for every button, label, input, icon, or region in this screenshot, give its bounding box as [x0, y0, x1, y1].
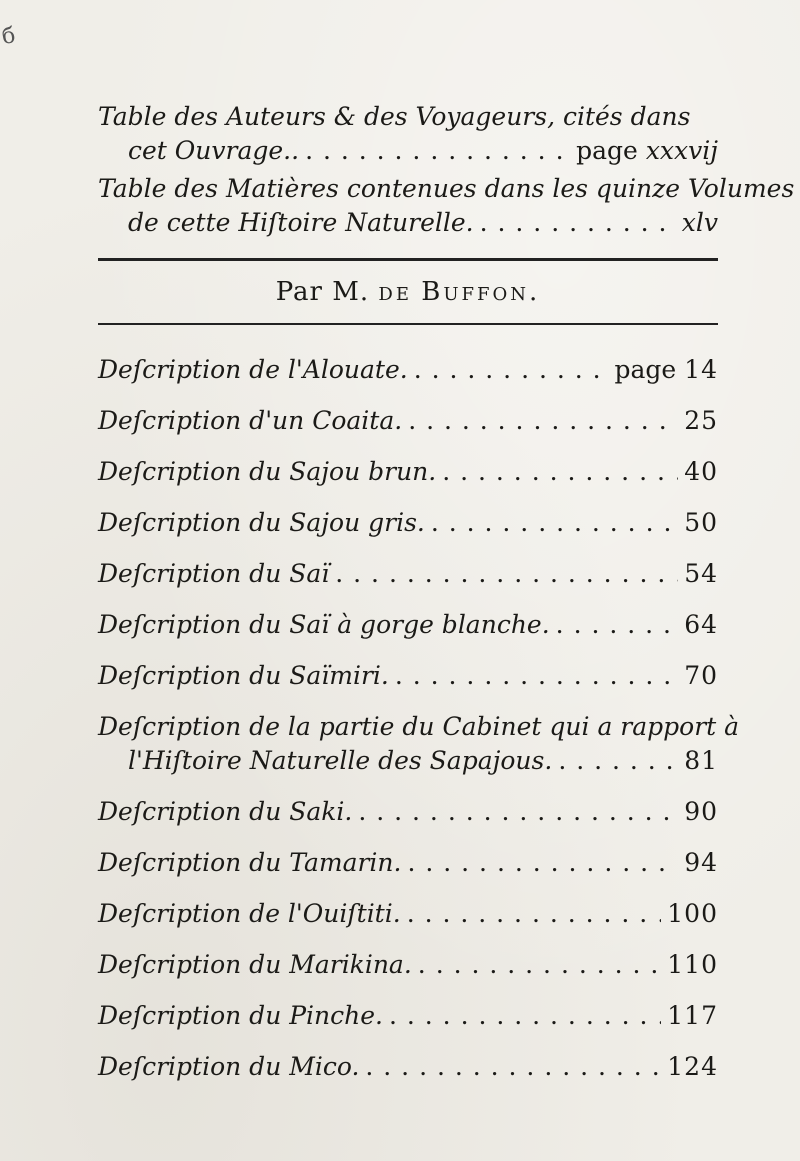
leader-dots [365, 1050, 661, 1084]
divider-rule [98, 258, 718, 261]
author-prefix: Par M. [275, 277, 370, 307]
toc-entry-cabinet-line1 [98, 710, 740, 744]
toc-entry-title: Deſcription du Saïmiri. [98, 661, 389, 690]
leader-dots [408, 404, 678, 438]
leader-dots [305, 134, 570, 168]
toc-entry [98, 404, 718, 438]
toc-entry-title: Deſcription du Pinche. [98, 1001, 383, 1030]
page-number: 40 [684, 457, 718, 486]
toc-entry [98, 353, 718, 387]
leader-dots [414, 353, 609, 387]
page-number: 81 [684, 746, 718, 775]
toc-entry-title: Deſcription du Sajou gris. [98, 508, 425, 537]
corner-pencil-mark: б [0, 23, 17, 50]
page-number: 110 [667, 950, 718, 979]
toc-entry [98, 608, 718, 642]
leader-dots [442, 455, 678, 489]
page-number: 100 [667, 899, 718, 928]
toc-entry-title: Deſcription du Sajou brun. [98, 457, 437, 486]
toc-entry [98, 557, 718, 591]
toc-entry [98, 999, 718, 1033]
leader-dots [389, 999, 661, 1033]
author-name: Buffon. [421, 277, 541, 307]
page-number: xlv [681, 208, 718, 237]
toc-entry-title: Deſcription du Marikina. [98, 950, 412, 979]
leader-dots [407, 846, 678, 880]
leader-dots [418, 948, 661, 982]
page-number: 90 [684, 797, 718, 826]
table-of-contents [98, 100, 795, 1101]
toc-entry [98, 795, 718, 829]
leader-dots [407, 897, 662, 931]
page-number: 14 [684, 355, 718, 384]
toc-entry-title: Deſcription du Saki. [98, 797, 353, 826]
toc-entry-title: Deſcription du Saï à gorge blanche. [98, 610, 550, 639]
page-number: 70 [684, 661, 718, 690]
page-number: 124 [667, 1052, 718, 1081]
toc-entry-title: Table des Auteurs & des Voyageurs, cités dans [98, 102, 691, 131]
leader-dots [335, 557, 678, 591]
toc-entry-title: Deſcription de la partie du Cabinet qui a rapport à [98, 712, 740, 741]
leader-dots [431, 506, 678, 540]
toc-entry-matieres-line2 [98, 206, 718, 240]
divider-rule [98, 323, 718, 325]
toc-entry [98, 659, 718, 693]
toc-entry-title: Table des Matières contenues dans les quinze Volumes [98, 174, 795, 203]
toc-entry-title: Deſcription d'un Coaita. [98, 406, 403, 435]
toc-entry [98, 948, 718, 982]
author-particle: de [378, 277, 412, 307]
page-word: page [614, 355, 677, 384]
page-number: 25 [684, 406, 718, 435]
toc-entry-title: Deſcription du Tamarin. [98, 848, 402, 877]
author-heading [98, 277, 718, 307]
toc-entry [98, 506, 718, 540]
toc-entry-title: l'Hiſtoire Naturelle des Sapajous. [128, 746, 553, 775]
toc-entry-title: cet Ouvrage.. [128, 136, 300, 165]
page-number: 54 [684, 559, 718, 588]
toc-entry [98, 1050, 718, 1084]
toc-entry-title: Deſcription de l'Alouate. [98, 355, 408, 384]
description-list [98, 353, 740, 1084]
leader-dots [480, 206, 676, 240]
leader-dots [358, 795, 678, 829]
toc-entry-title: Deſcription du Saï [98, 559, 330, 588]
toc-entry-cabinet-line2 [98, 744, 718, 778]
toc-entry-matieres-line1 [98, 172, 795, 206]
leader-dots [395, 659, 678, 693]
page-number: 117 [667, 1001, 718, 1030]
page-number: 64 [684, 610, 718, 639]
toc-entry-title: Deſcription du Mico. [98, 1052, 360, 1081]
toc-entry-authors-line1 [98, 100, 718, 134]
page-word: page [576, 136, 638, 165]
toc-entry [98, 897, 718, 931]
toc-entry [98, 846, 718, 880]
toc-entry-title: de cette Hiſtoire Naturelle. [128, 208, 474, 237]
page-number: 94 [684, 848, 718, 877]
leader-dots [556, 608, 679, 642]
toc-entry [98, 455, 718, 489]
page-number: xxxvij [645, 136, 718, 165]
page-number: 50 [684, 508, 718, 537]
toc-entry-title: Deſcription de l'Ouiſtiti. [98, 899, 401, 928]
toc-entry-authors-line2 [98, 134, 718, 168]
leader-dots [558, 744, 678, 778]
